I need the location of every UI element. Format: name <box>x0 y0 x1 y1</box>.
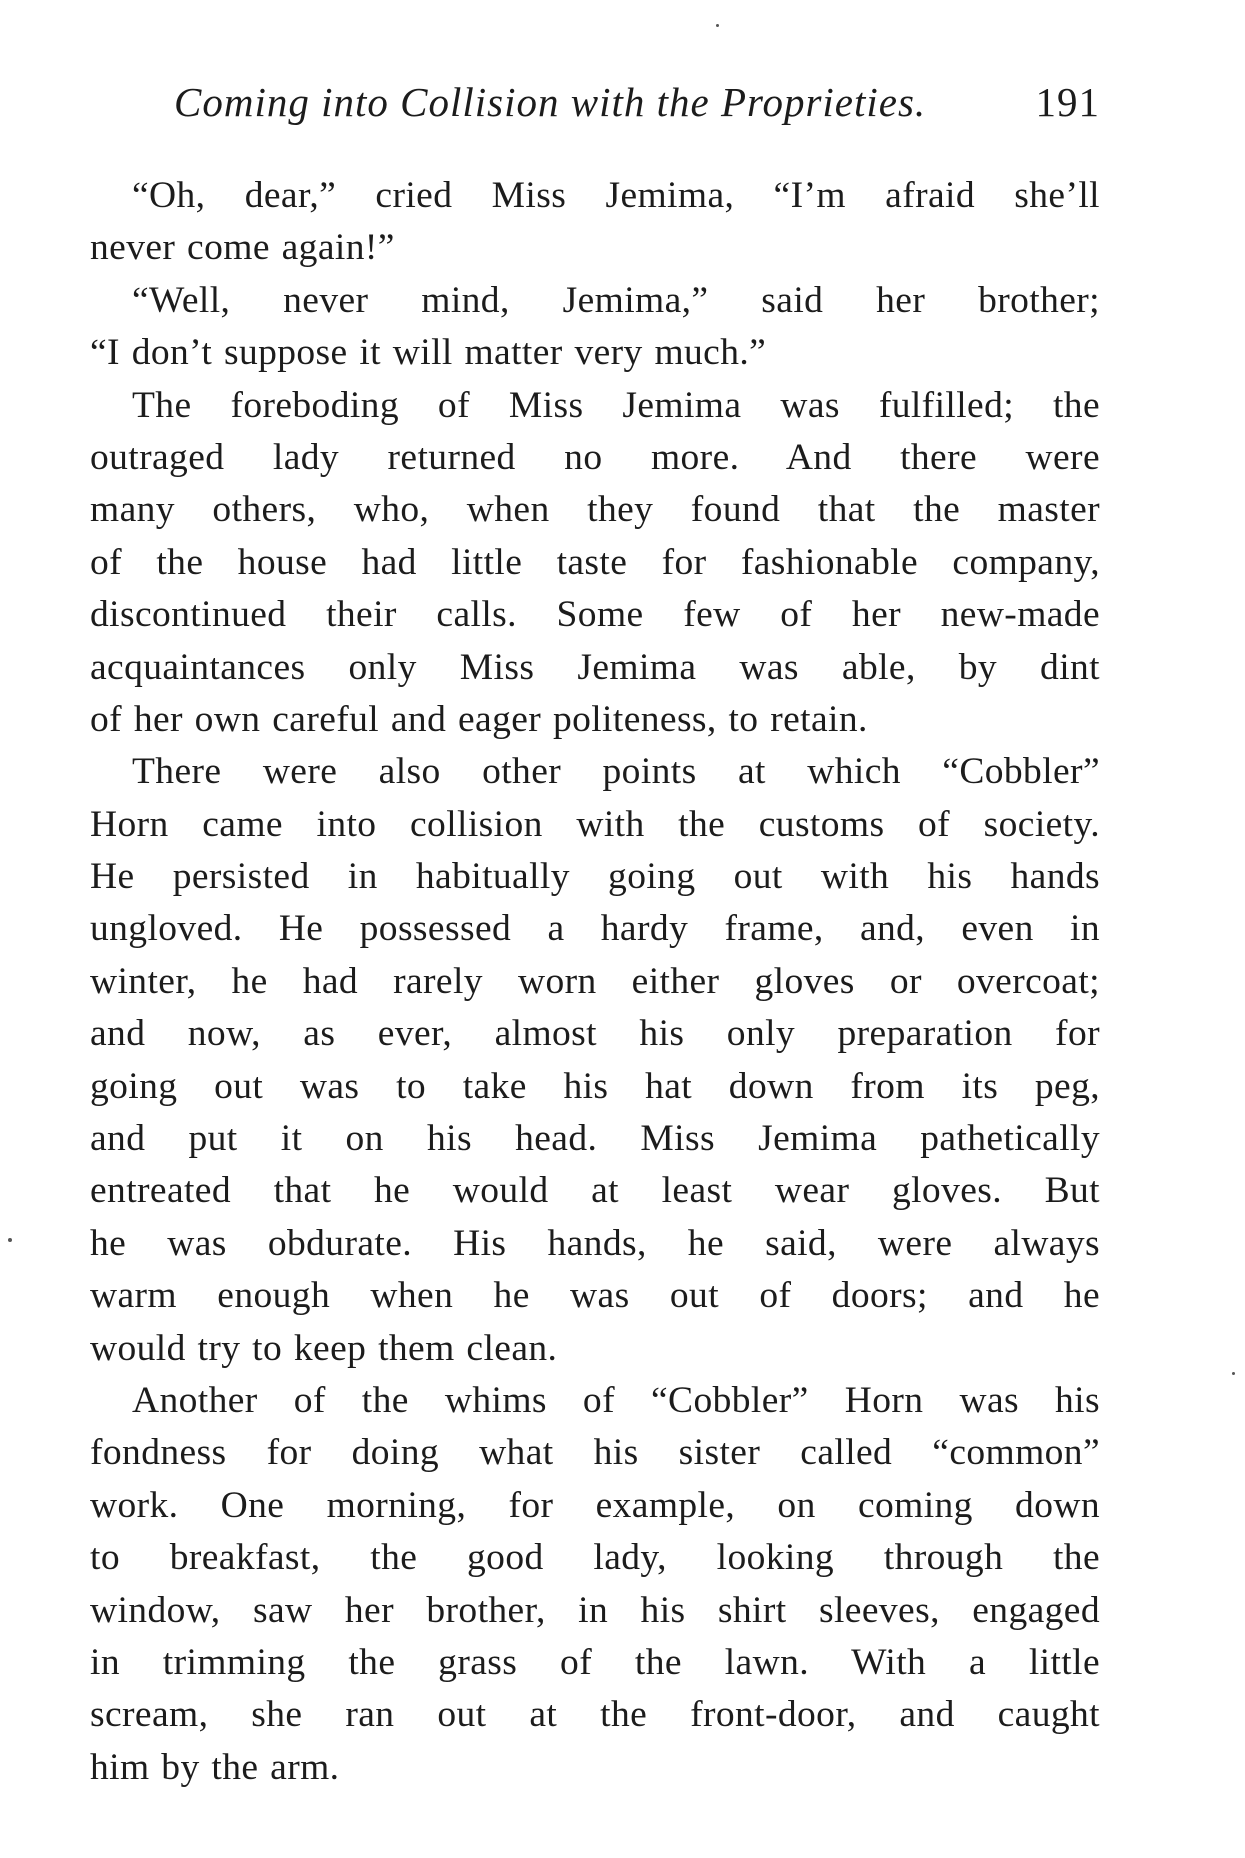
text-line: warm enough when he was out of doors; and he <box>90 1275 1100 1317</box>
text-line: in trimming the grass of the lawn. With a little <box>90 1641 1100 1683</box>
paragraph <box>90 1375 1100 1794</box>
print-speck <box>8 1238 12 1242</box>
text-line: acquaintances only Miss Jemima was able, by dint <box>90 646 1100 688</box>
text-line: would try to keep them clean. <box>90 1327 558 1369</box>
body-text <box>90 170 1100 1794</box>
text-line: The foreboding of Miss Jemima was fulfilled; the <box>132 384 1100 426</box>
text-line: to breakfast, the good lady, looking through the <box>90 1537 1100 1579</box>
page-number: 191 <box>1035 79 1100 125</box>
text-line: discontinued their calls. Some few of her new-made <box>90 594 1100 636</box>
text-line: outraged lady returned no more. And there were <box>90 436 1100 478</box>
text-line: winter, he had rarely worn either gloves or overcoat; <box>90 960 1100 1002</box>
print-speck <box>1232 1372 1235 1375</box>
text-line: “Well, never mind, Jemima,” said her brother; <box>132 279 1100 321</box>
running-head <box>90 78 1100 138</box>
text-line: of the house had little taste for fashionable company, <box>90 541 1100 583</box>
text-line: going out was to take his hat down from its peg, <box>90 1065 1100 1107</box>
print-speck <box>716 24 719 27</box>
text-line: never come again!” <box>90 227 395 269</box>
text-line: scream, she ran out at the front-door, and caught <box>90 1694 1100 1736</box>
text-line: fondness for doing what his sister called “common” <box>90 1432 1100 1474</box>
paragraph <box>90 170 1100 275</box>
text-line: and put it on his head. Miss Jemima pathetically <box>90 1118 1100 1160</box>
text-line: “I don’t suppose it will matter very much.” <box>90 332 767 374</box>
text-line: he was obdurate. His hands, he said, were always <box>90 1222 1100 1264</box>
paragraph <box>90 380 1100 747</box>
text-line: “Oh, dear,” cried Miss Jemima, “I’m afraid she’ll <box>132 175 1100 216</box>
text-line: him by the arm. <box>90 1746 340 1788</box>
paragraph <box>90 275 1100 380</box>
text-line: window, saw her brother, in his shirt sleeves, engaged <box>90 1589 1100 1631</box>
text-line: many others, who, when they found that the master <box>90 489 1100 531</box>
text-line: There were also other points at which “Cobbler” <box>132 751 1100 793</box>
text-line: ungloved. He possessed a hardy frame, and, even in <box>90 908 1100 950</box>
text-line: He persisted in habitually going out with his hands <box>90 856 1100 898</box>
text-line: and now, as ever, almost his only preparation for <box>90 1013 1100 1055</box>
text-line: entreated that he would at least wear gloves. But <box>90 1170 1100 1212</box>
paragraph <box>90 746 1100 1375</box>
text-line: work. One morning, for example, on coming down <box>90 1484 1100 1526</box>
text-line: of her own careful and eager politeness, to retain. <box>90 698 868 740</box>
text-line: Horn came into collision with the customs of society. <box>90 803 1100 845</box>
running-title: Coming into Collision with the Proprieties. <box>174 79 927 125</box>
text-line: Another of the whims of “Cobbler” Horn was his <box>132 1379 1100 1421</box>
